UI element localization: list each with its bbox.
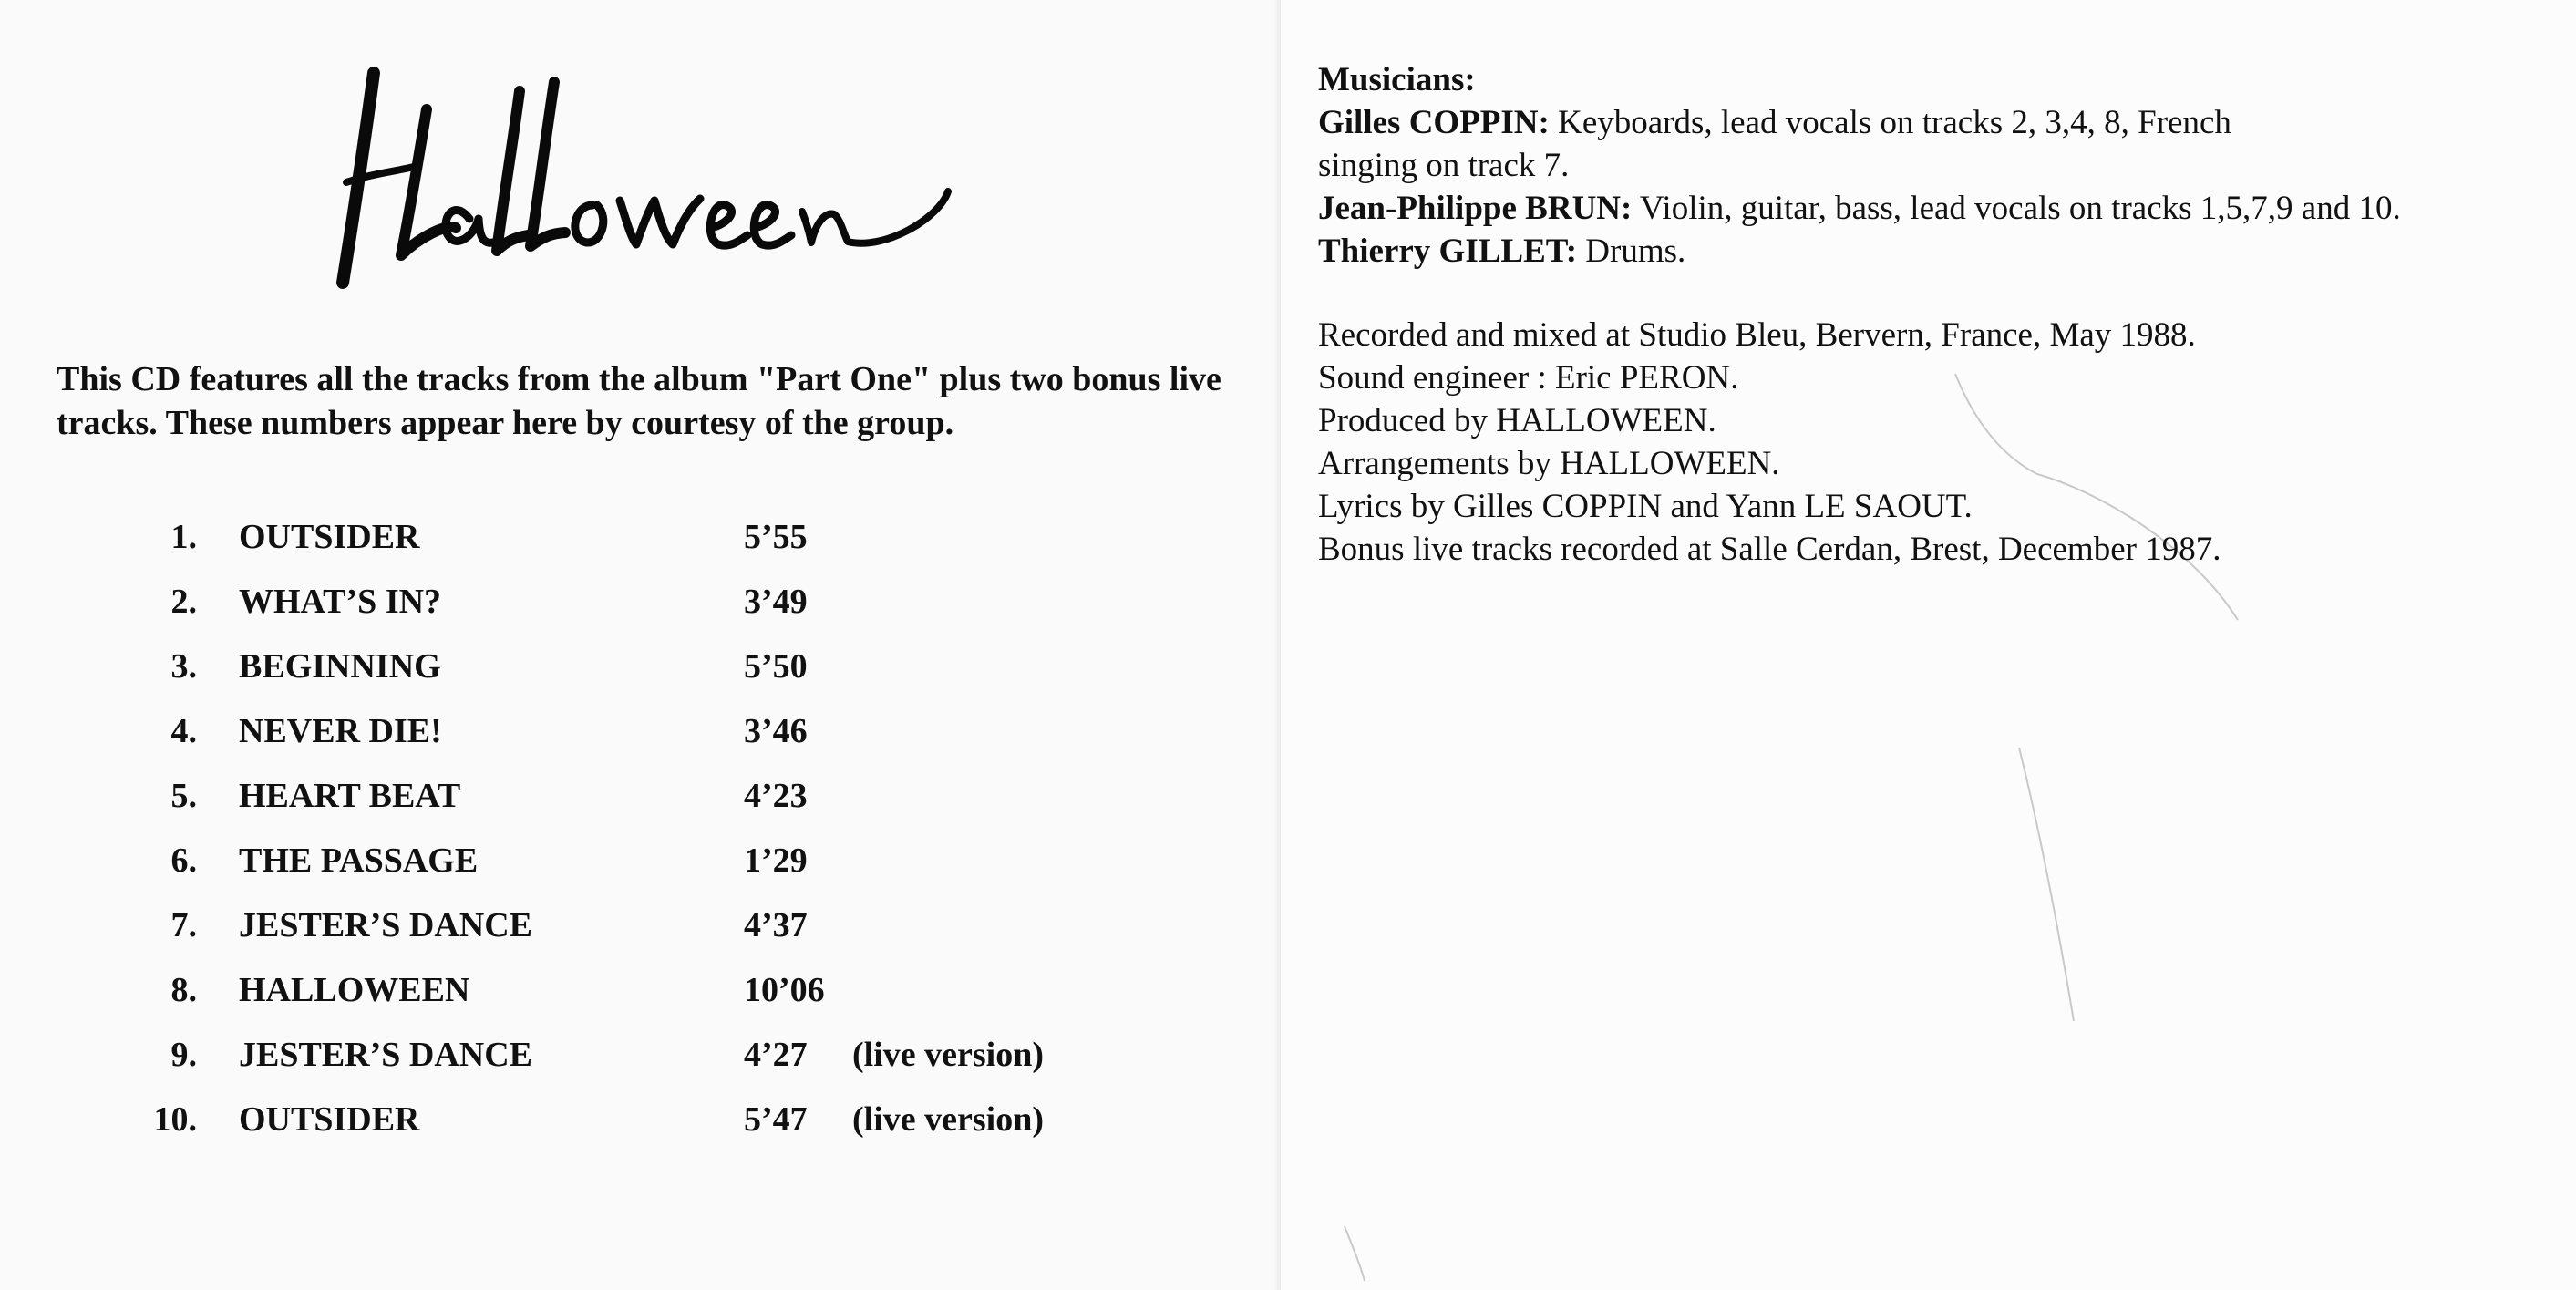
- credit-line: Arrangements by HALLOWEEN.: [1318, 445, 1780, 482]
- track-number: 10.: [153, 1100, 197, 1139]
- track-duration: 4’37: [744, 906, 808, 944]
- track-duration: 3’49: [744, 583, 808, 621]
- musician-line: [1318, 230, 2558, 273]
- track-number: 1.: [170, 518, 197, 556]
- track-duration: 1’29: [744, 841, 808, 880]
- track-duration: 5’55: [744, 518, 808, 556]
- credit-line: Produced by HALLOWEEN.: [1318, 402, 1716, 439]
- track-number: 5.: [170, 777, 197, 815]
- track-note: (live version): [852, 1036, 1045, 1074]
- musicians-heading: Musicians:: [1318, 61, 1476, 98]
- track-title: JESTER’S DANCE: [239, 1036, 533, 1074]
- credit-line: Lyrics by Gilles COPPIN and Yann LE SAOUT.: [1318, 488, 1973, 525]
- halloween-logo: [310, 55, 966, 310]
- track-duration: 4’27: [744, 1036, 808, 1074]
- intro-paragraph: This CD features all the tracks from the album "Part One" plus two bonus live tracks. These numbers appear here by courtesy of the group.: [57, 360, 1221, 442]
- musician-role-continued: singing on track 7.: [1318, 147, 1570, 184]
- track-duration: 10’06: [744, 971, 825, 1009]
- track-number: 6.: [170, 841, 197, 880]
- track-title: JESTER’S DANCE: [239, 906, 533, 944]
- credits-block: [1318, 58, 2558, 571]
- musician-role: Keyboards, lead vocals on tracks 2, 3,4, 8, French: [1549, 104, 2231, 141]
- musician-line: [1318, 187, 2558, 230]
- left-page: [0, 0, 1281, 1290]
- musician-line: [1318, 101, 2558, 144]
- musician-name: Gilles COPPIN:: [1318, 104, 1550, 141]
- track-title: OUTSIDER: [239, 1100, 420, 1139]
- track-title: HEART BEAT: [239, 777, 461, 815]
- track-number: 4.: [170, 712, 197, 750]
- crease-mark: [1345, 1226, 1365, 1281]
- musician-name: Jean-Philippe BRUN:: [1318, 190, 1633, 227]
- credit-line: Bonus live tracks recorded at Salle Cerdan, Brest, December 1987.: [1318, 531, 2221, 568]
- track-number: 9.: [170, 1036, 197, 1074]
- track-title: HALLOWEEN: [239, 971, 470, 1009]
- crease-mark: [2019, 748, 2074, 1021]
- credit-line: Sound engineer : Eric PERON.: [1318, 359, 1739, 397]
- track-number: 7.: [170, 906, 197, 944]
- track-duration: 5’50: [744, 647, 808, 686]
- track-number: 2.: [170, 583, 197, 621]
- track-title: WHAT’S IN?: [239, 583, 442, 621]
- track-title: OUTSIDER: [239, 518, 420, 556]
- musician-role: Drums.: [1577, 232, 1686, 270]
- track-title: BEGINNING: [239, 647, 441, 686]
- track-number: 8.: [170, 971, 197, 1009]
- track-title: NEVER DIE!: [239, 712, 442, 750]
- track-duration: 4’23: [744, 777, 808, 815]
- track-title: THE PASSAGE: [239, 841, 479, 880]
- track-duration: 3’46: [744, 712, 808, 750]
- credit-line: Recorded and mixed at Studio Bleu, Bervern, France, May 1988.: [1318, 316, 2196, 354]
- musician-role: Violin, guitar, bass, lead vocals on tracks 1,5,7,9 and 10.: [1632, 190, 2401, 227]
- track-duration: 5’47: [744, 1100, 808, 1139]
- track-number: 3.: [170, 647, 197, 686]
- track-note: (live version): [852, 1100, 1045, 1139]
- musician-name: Thierry GILLET:: [1318, 232, 1578, 270]
- halloween-logo-script: [310, 55, 966, 310]
